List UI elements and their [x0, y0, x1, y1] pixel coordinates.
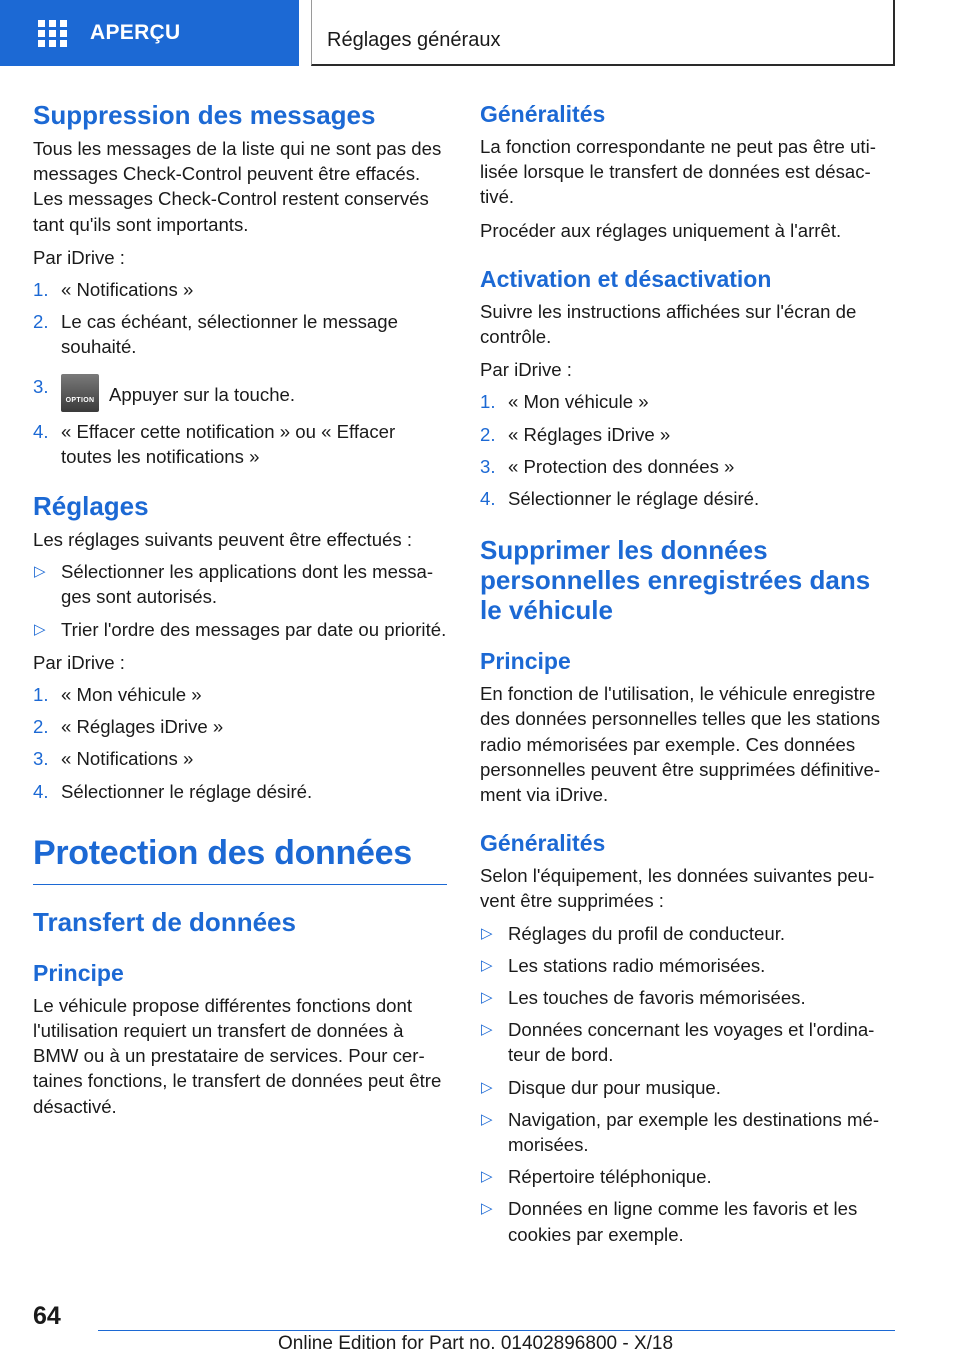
activation-body: Suivre les instructions affichées sur l'écran de contrôle. — [480, 300, 857, 348]
list-item: 4. Sélectionner le réglage désiré. — [33, 780, 313, 802]
reglages-bullets — [33, 559, 447, 642]
list-item: ▷ Navigation, par exemple les destinations mémorisées. — [481, 1108, 880, 1156]
triangle-bullet-icon: ▷ — [481, 1021, 493, 1039]
supprimer-generalites-heading: Généralités — [480, 830, 606, 857]
breadcrumb[interactable] — [311, 0, 895, 66]
list-item: 1. « Notifications » — [33, 279, 194, 301]
footer-divider — [98, 1330, 895, 1331]
supprimer-heading: Supprimer les données personnelles enregistrées dans le véhicule — [480, 535, 871, 626]
list-item: ▷ Sélectionner les applications dont les messages sont autorisés. — [34, 561, 434, 608]
option-button-icon: OPTION — [61, 374, 99, 412]
list-item: ▷ Données en ligne comme les favoris et les cookies par exemple. — [481, 1198, 858, 1245]
principe-heading: Principe — [33, 959, 124, 986]
list-item: 2. « Réglages iDrive » — [480, 423, 671, 445]
triangle-bullet-icon: ▷ — [481, 1168, 493, 1186]
overview-nav-button[interactable] — [0, 0, 299, 66]
list-item: ▷ Données concernant les voyages et l'ordinateur de bord. — [481, 1019, 875, 1066]
right-column — [480, 100, 894, 1247]
list-item: 1. « Mon véhicule » — [33, 684, 202, 706]
principe-body: Le véhicule propose différentes fonctions dont l'utilisation requiert un transfert de données à BMW ou à un prestataire de services. Pour certaines fonctions, le transfert de données peut être désactivé. — [33, 994, 442, 1117]
page-header — [0, 0, 960, 66]
triangle-bullet-icon: ▷ — [481, 1078, 493, 1096]
list-item: 3. OPTION Appuyer sur la touche. — [33, 374, 447, 412]
triangle-bullet-icon: ▷ — [34, 563, 46, 581]
overview-nav-label: APERÇU — [90, 21, 181, 44]
reglages-intro: Les réglages suivants peuvent être effectués : — [33, 529, 413, 551]
suppression-steps — [33, 277, 447, 469]
reglages-steps — [33, 682, 447, 804]
footer-edition: Online Edition for Part no. 01402896800 - X/18 — [278, 1333, 674, 1354]
generalites-heading: Généralités — [480, 101, 606, 127]
supprimer-principe-body: En fonction de l'utilisation, le véhicule enregistre des données personnelles telles que les stations radio mémorisées par exemple. Ces données personnelles peuvent être supprimées définitivement via iDrive. — [480, 683, 881, 806]
activation-heading: Activation et désactivation — [480, 265, 772, 292]
list-item: ▷ Les stations radio mémorisées. — [480, 953, 894, 978]
reglages-via: Par iDrive : — [33, 651, 125, 673]
reglages-heading: Réglages — [33, 491, 149, 522]
list-item: 3. « Notifications » — [33, 748, 194, 770]
list-item: ▷ Trier l'ordre des messages par date ou priorité. — [33, 617, 447, 642]
page-number: 64 — [33, 1302, 61, 1330]
list-item: 4. « Effacer cette notification » ou « Effacer toutes les notifications » — [33, 420, 396, 467]
triangle-bullet-icon: ▷ — [481, 989, 493, 1007]
list-item: 2. « Réglages iDrive » — [33, 716, 224, 738]
generalites-body: La fonction correspondante ne peut pas être utilisée lorsque le transfert de données est désactivé. — [480, 136, 876, 208]
suppression-heading: Suppression des messages — [33, 100, 376, 130]
left-column — [33, 100, 447, 1119]
supprimer-principe-heading: Principe — [480, 648, 571, 675]
list-item: ▷ Disque dur pour musique. — [480, 1075, 894, 1100]
triangle-bullet-icon: ▷ — [481, 1200, 493, 1218]
triangle-bullet-icon: ▷ — [481, 924, 493, 942]
activation-steps — [480, 389, 894, 511]
list-item: 3. « Protection des données » — [480, 455, 735, 477]
protection-heading: Protection des données — [33, 832, 447, 885]
list-item: 1. « Mon véhicule » — [480, 391, 649, 413]
transfert-heading: Transfert de données — [33, 906, 296, 937]
activation-via: Par iDrive : — [480, 359, 572, 381]
triangle-bullet-icon: ▷ — [481, 1110, 493, 1128]
triangle-bullet-icon: ▷ — [34, 620, 46, 638]
triangle-bullet-icon: ▷ — [481, 956, 493, 974]
suppression-via: Par iDrive : — [33, 246, 125, 268]
breadcrumb-label: Réglages généraux — [327, 29, 501, 51]
list-item: 2. Le cas échéant, sélectionner le message souhaité. — [33, 311, 398, 358]
supprimer-generalites-body: Selon l'équipement, les données suivantes peuvent être supprimées : — [480, 865, 875, 912]
list-item: ▷ Réglages du profil de conducteur. — [480, 921, 894, 946]
grid-icon — [38, 20, 68, 46]
list-item: ▷ Répertoire téléphonique. — [480, 1164, 894, 1189]
generalites-note: Procéder aux réglages uniquement à l'arrêt. — [480, 219, 842, 241]
list-item: 4. Sélectionner le réglage désiré. — [480, 488, 760, 510]
list-item: ▷ Les touches de favoris mémorisées. — [480, 985, 894, 1010]
supprimer-bullets — [480, 921, 894, 1247]
suppression-body: Tous les messages de la liste qui ne sont pas des messages Check-Control peuvent être effacés. Les messages Check-Control restent conservés tant qu'ils sont importants. — [33, 138, 442, 235]
